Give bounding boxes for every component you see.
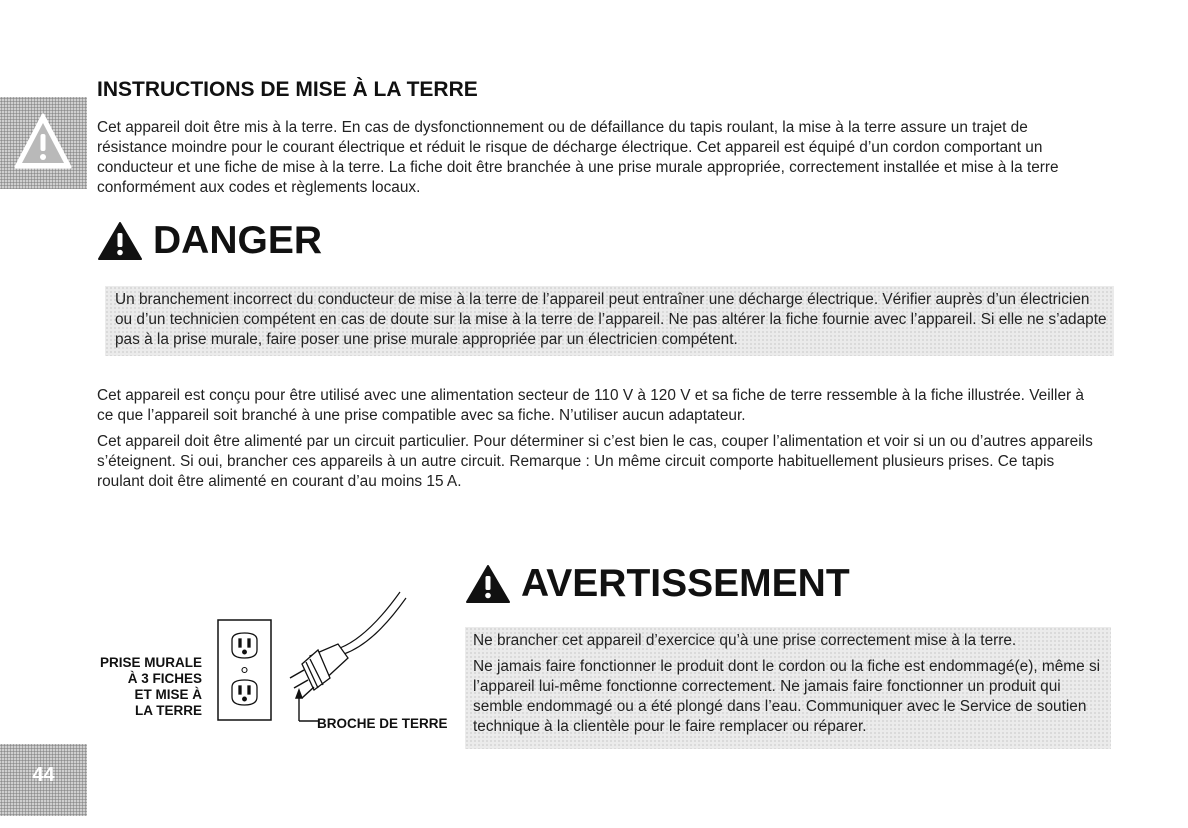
side-warning-tab: [0, 97, 87, 189]
page-number-tab: [0, 744, 87, 816]
grounding-paragraph: Cet appareil doit être mis à la terre. En cas de dysfonctionnement ou de défaillance du tapis roulant, la mise à la terre assure un trajet de résistance moindre pour le courant électrique et réduit le risque de décharge électrique. Cet appareil est équipé d’un cordon comportant un conducteur et une fiche de mise à la terre. La fiche doit être branchée à une prise murale appropriée, correctement installée et mise à la terre conformément aux codes et règlements locaux.: [97, 119, 1059, 196]
warning-line-1: Ne brancher cet appareil d’exercice qu’à une prise correctement mise à la terre.: [473, 632, 1017, 649]
warning-triangle-icon: [13, 112, 73, 170]
voltage-paragraph: Cet appareil est conçu pour être utilisé avec une alimentation secteur de 110 V à 120 V et sa fiche de terre ressemble à la fiche illustrée. Veiller à ce que l’appareil soit branché à une prise compatible avec sa fiche. N’utiliser aucun adaptateur.: [97, 387, 1084, 424]
outlet-label-line: ET MISE À: [134, 687, 202, 702]
danger-text: Un branchement incorrect du conducteur de mise à la terre de l’appareil peut entraîner une décharge électrique. Vérifier auprès d’un électricien ou d’un technicien compétent en cas de doute sur la mise à la terre de l’appareil. Ne pas altérer la fiche fournie avec l’appareil. Si elle ne s’adapte pas à la prise murale, faire poser une prise murale appropriée par un électricien compétent.: [115, 291, 1107, 348]
warning-heading: [465, 562, 850, 606]
warning-heading-text: AVERTISSEMENT: [521, 562, 850, 605]
danger-heading-text: DANGER: [153, 219, 323, 262]
outlet-plug-diagram: [210, 590, 410, 730]
circuit-paragraph: Cet appareil doit être alimenté par un circuit particulier. Pour déterminer si c’est bien le cas, couper l’alimentation et voir si un ou d’autres appareils s’éteignent. Si oui, brancher ces appareils à un autre circuit. Remarque : Un même circuit comporte habituellement plusieurs prises. Ce tapis roulant doit être alimenté en courant d’au moins 15 A.: [97, 433, 1093, 490]
warning-box: [465, 627, 1111, 749]
page-number: 44: [32, 764, 55, 786]
ground-pin-label: BROCHE DE TERRE: [317, 716, 448, 731]
section-title: INSTRUCTIONS DE MISE À LA TERRE: [97, 78, 478, 101]
warning-triangle-icon: [465, 564, 511, 604]
outlet-label-line: LA TERRE: [135, 703, 202, 718]
ground-pin-pointer: [296, 690, 318, 721]
plug-body: [302, 644, 348, 690]
warning-triangle-icon: [97, 221, 143, 261]
outlet-label-line: PRISE MURALE: [99, 655, 202, 670]
plug-cord: [340, 592, 406, 654]
warning-line-2: Ne jamais faire fonctionner le produit dont le cordon ou la fiche est endommagé(e), même si l’appareil lui-même fonctionne correctement. Ne jamais faire fonctionner un produit qui semble endommagé ou a été plongé dans l’eau. Communiquer avec le Service de soutien technique à la clientèle pour le faire remplacer ou réparer.: [473, 658, 1101, 735]
danger-heading: [97, 219, 322, 263]
danger-box: [105, 286, 1114, 356]
outlet-label: [92, 655, 202, 719]
outlet-label-line: À 3 FICHES: [127, 671, 202, 686]
